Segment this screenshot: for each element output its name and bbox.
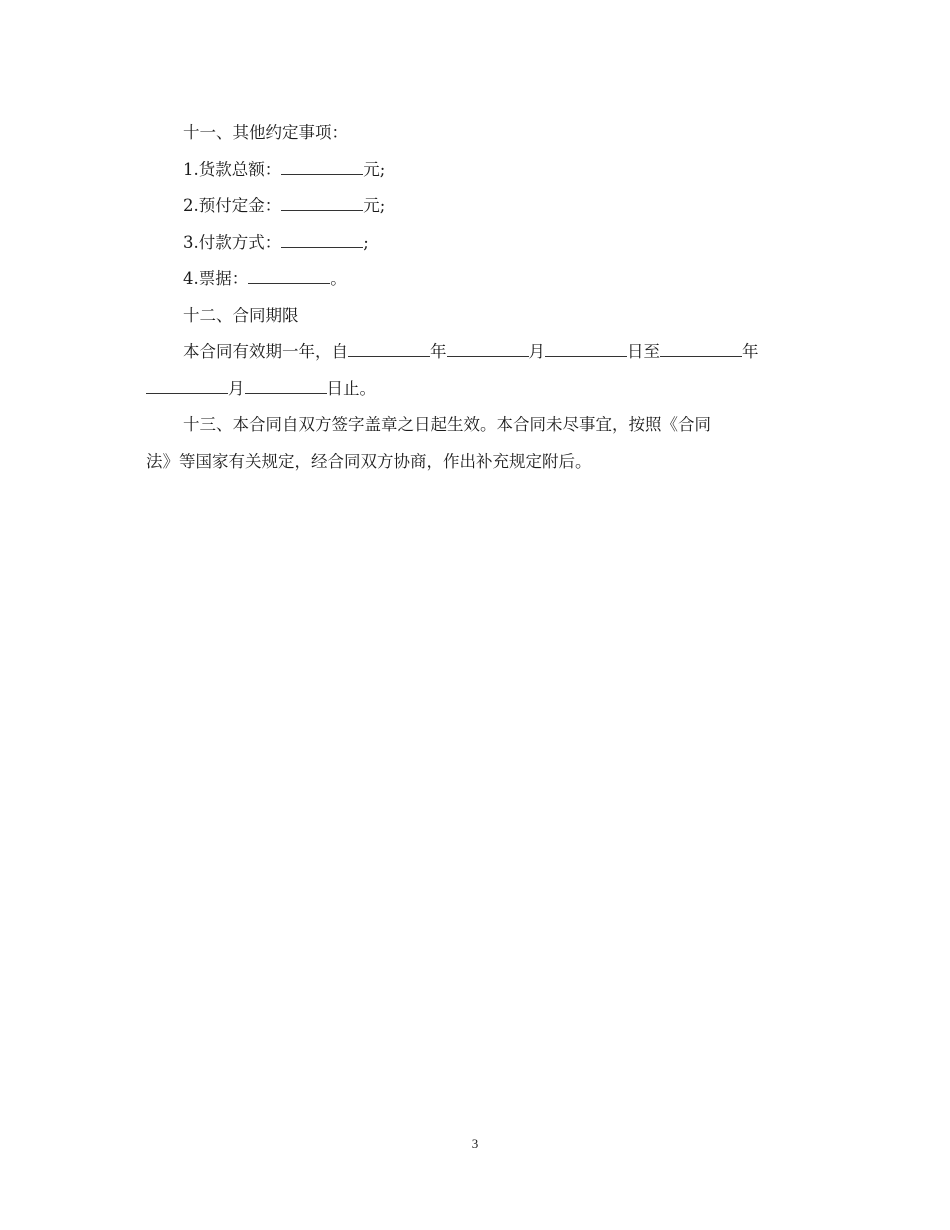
item-total-amount <box>146 152 806 189</box>
end-day-end-text: 日止。 <box>326 378 376 398</box>
start-year-blank <box>348 341 430 357</box>
section-11-heading-text: 十一、其他约定事项： <box>183 123 348 142</box>
document-body <box>146 115 806 480</box>
end-day-blank <box>245 378 327 394</box>
item-payment-method-suffix: ; <box>363 232 369 252</box>
end-year-unit: 年 <box>742 342 759 361</box>
payment-method-blank <box>281 232 363 248</box>
item-invoice-label: 4.票据： <box>183 269 249 288</box>
item-deposit <box>146 188 806 225</box>
total-amount-blank <box>281 159 363 175</box>
section-13-text-2: 法》等国家有关规定，经合同双方协商，作出补充规定附后。 <box>146 451 592 471</box>
item-invoice-suffix: 。 <box>330 269 347 288</box>
start-day-to-text: 日至 <box>627 342 660 361</box>
section-12-heading <box>146 298 806 335</box>
end-month-unit: 月 <box>228 378 245 398</box>
end-year-blank <box>660 341 742 357</box>
start-year-unit: 年 <box>430 342 447 361</box>
start-month-unit: 月 <box>528 342 545 361</box>
page-number: 3 <box>471 1136 479 1151</box>
section-13-line-1 <box>146 407 806 444</box>
section-13-line-2 <box>146 444 806 481</box>
item-invoice <box>146 261 806 298</box>
section-11-heading <box>146 115 806 152</box>
invoice-blank <box>248 268 330 284</box>
start-day-blank <box>545 341 627 357</box>
item-payment-method-label: 3.付款方式： <box>183 232 282 252</box>
deposit-blank <box>281 195 363 211</box>
end-month-blank <box>146 378 228 394</box>
item-total-amount-suffix: 元; <box>363 159 386 179</box>
section-12-heading-text: 十二、合同期限 <box>183 305 299 325</box>
item-total-amount-label: 1.货款总额： <box>183 159 282 179</box>
start-month-blank <box>447 341 529 357</box>
item-deposit-suffix: 元; <box>363 196 386 215</box>
section-13-text-1: 十三、本合同自双方签字盖章之日起生效。本合同未尽事宜，按照《合同 <box>183 415 711 434</box>
contract-term-start-text: 本合同有效期一年，自 <box>183 342 348 361</box>
contract-term-line-1 <box>146 334 806 371</box>
item-payment-method <box>146 225 806 262</box>
item-deposit-label: 2.预付定金： <box>183 196 282 215</box>
contract-term-line-2 <box>146 371 806 408</box>
